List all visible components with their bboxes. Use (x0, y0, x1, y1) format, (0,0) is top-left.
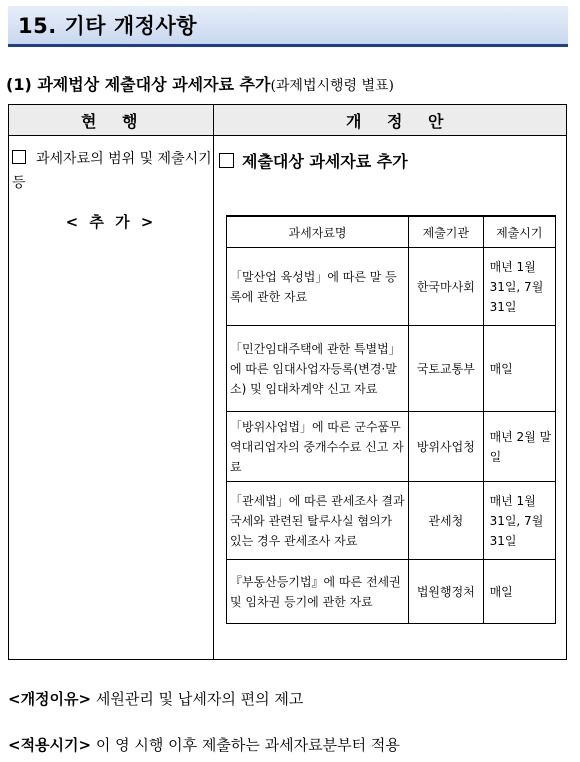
checkbox-bullet-icon (12, 150, 26, 164)
current-provision-text: 과세자료의 범위 및 제출시기 등 (12, 151, 212, 191)
table-row (227, 326, 556, 412)
current-provision (12, 147, 212, 195)
effective-date-text: 이 영 시행 이후 제출하는 과세자료분부터 적용 (95, 736, 400, 754)
cell-org: 법원행정처 (409, 560, 483, 624)
effective-date-label: <적용시기> (8, 736, 92, 754)
cell-org: 관세청 (409, 482, 483, 560)
table-header (227, 216, 556, 248)
section-title: 15. 기타 개정사항 (18, 14, 198, 38)
table-row (227, 412, 556, 482)
cell-name: 「관세법」에 따른 관세조사 결과 국세와 관련된 탈루사실 혐의가 있는 경우 관세조사 자료 (227, 482, 409, 560)
add-note: < 추 가 > (65, 213, 157, 231)
cell-time: 매일 (483, 560, 555, 624)
col-header-org: 제출기관 (409, 216, 483, 248)
revision-reason-label: <개정이유> (8, 690, 92, 708)
col-header-time: 제출시기 (483, 216, 555, 248)
checkbox-bullet-icon (219, 153, 234, 168)
cell-org: 방위사업청 (409, 412, 483, 482)
header-current: 현 행 (81, 112, 148, 131)
cell-name: 「방위사업법」에 따른 군수품무역대리업자의 중개수수료 신고 자료 (227, 412, 409, 482)
subsection-title: (1) 과제법상 제출대상 과세자료 추가 (6, 75, 271, 94)
subsection-reference: (과제법시행령 별표) (270, 78, 395, 94)
col-header-name: 과세자료명 (227, 216, 409, 248)
section-header (8, 6, 568, 47)
revised-provision (219, 149, 408, 172)
cell-time: 매년 1월 31일, 7월 31일 (483, 248, 555, 326)
cell-time: 매년 1월 31일, 7월 31일 (483, 482, 555, 560)
table-row (227, 482, 556, 560)
cell-org: 한국마사회 (409, 248, 483, 326)
effective-date (8, 734, 400, 755)
revision-reason (8, 688, 303, 709)
header-revised: 개 정 안 (346, 112, 454, 131)
column-divider (213, 105, 214, 659)
table-row (227, 248, 556, 326)
data-source-table (226, 215, 556, 624)
revised-provision-text: 제출대상 과세자료 추가 (242, 152, 408, 171)
cell-name: 「민간임대주택에 관한 특별법」에 따른 임대사업자등록(변경·말소) 및 임대차계약 신고 자료 (227, 326, 409, 412)
table-row (227, 560, 556, 624)
cell-time: 매년 2월 말일 (483, 412, 555, 482)
cell-time: 매일 (483, 326, 555, 412)
cell-name: 「말산업 육성법」에 따른 말 등록에 관한 자료 (227, 248, 409, 326)
cell-org: 국토교통부 (409, 326, 483, 412)
revision-reason-text: 세원관리 및 납세자의 편의 제고 (95, 690, 304, 708)
subsection-heading (6, 72, 394, 95)
table-header-row (9, 105, 566, 136)
cell-name: 『부동산등기법』에 따른 전세권 및 임차권 등기에 관한 자료 (227, 560, 409, 624)
